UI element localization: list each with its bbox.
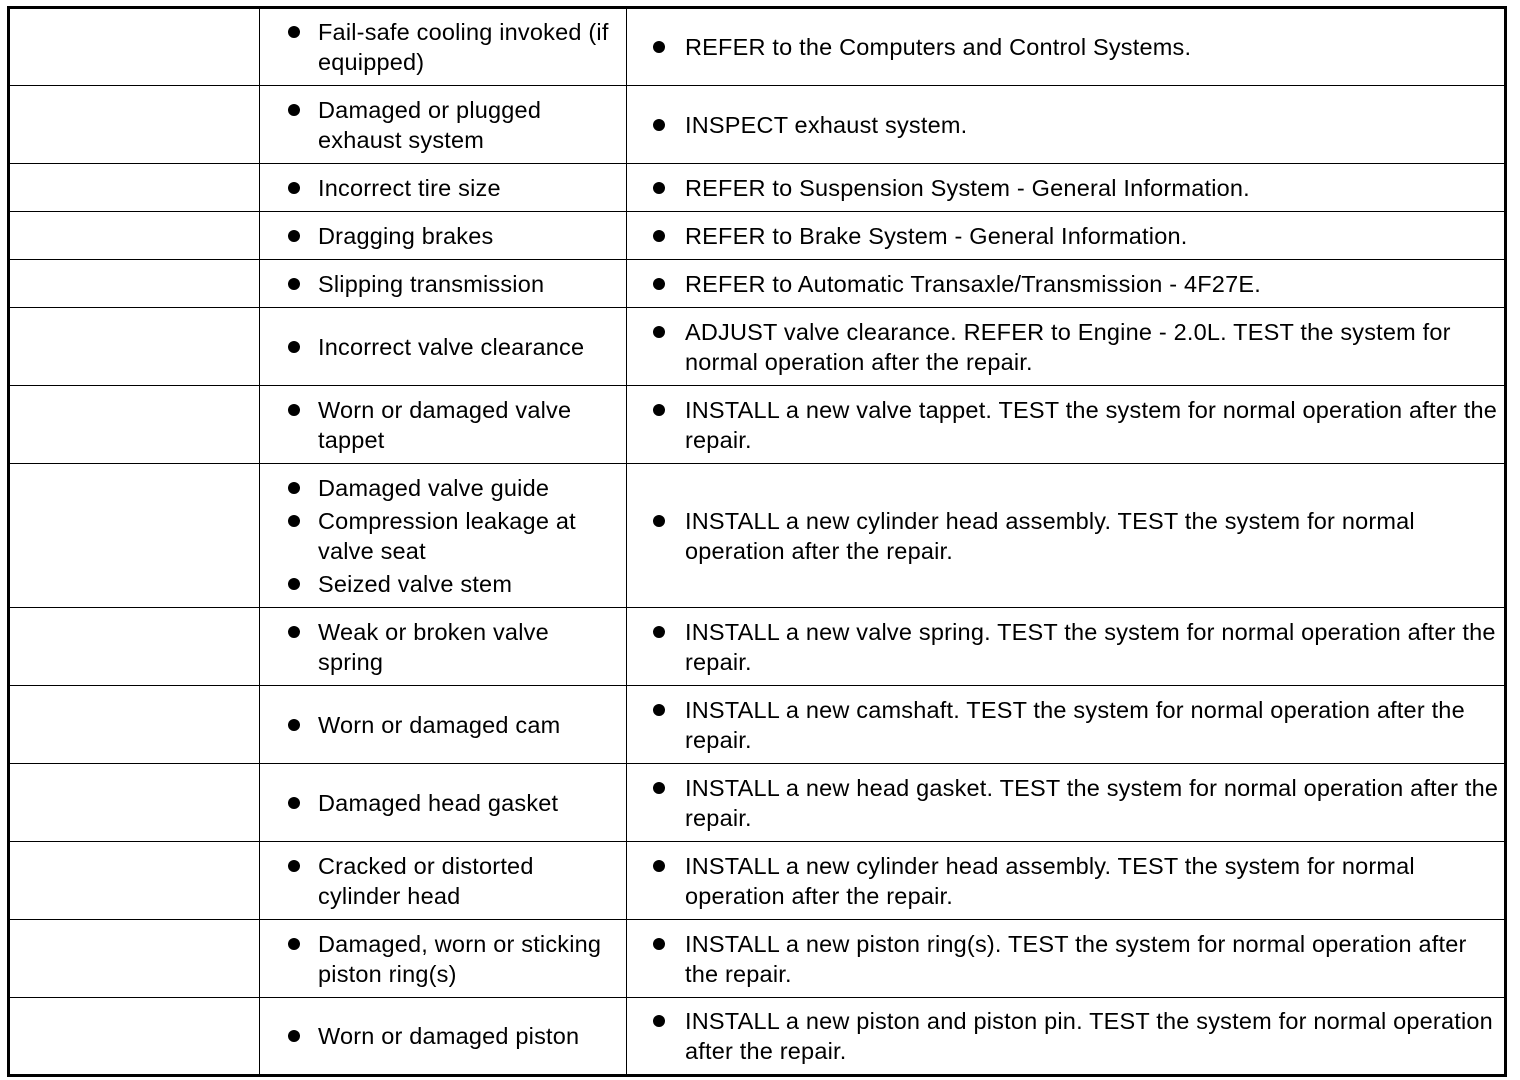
- cause-cell: [260, 260, 627, 308]
- cause-cell: [260, 998, 627, 1076]
- action-cell: [627, 998, 1506, 1076]
- action-text: INSTALL a new head gasket. TEST the system for normal operation after the repair.: [685, 774, 1499, 831]
- cause-item: [260, 221, 626, 251]
- condition-cell: [9, 260, 260, 308]
- cause-list: [260, 929, 626, 989]
- cause-cell: [260, 686, 627, 764]
- cause-item: [260, 1021, 626, 1051]
- cause-text: Slipping transmission: [318, 270, 545, 297]
- bullet-icon: [288, 938, 300, 950]
- cause-cell: [260, 386, 627, 464]
- condition-cell: [9, 8, 260, 86]
- condition-cell: [9, 920, 260, 998]
- table-row: [9, 164, 1506, 212]
- action-text: INSTALL a new cylinder head assembly. TEST the system for normal operation after the repair.: [685, 507, 1415, 564]
- bullet-icon: [653, 41, 665, 53]
- cause-text: Damaged head gasket: [318, 789, 559, 816]
- action-item: [627, 395, 1504, 455]
- condition-cell: [9, 464, 260, 608]
- action-cell: [627, 260, 1506, 308]
- action-list: [627, 929, 1504, 989]
- bullet-icon: [288, 860, 300, 872]
- action-list: [627, 32, 1504, 62]
- cause-list: [260, 710, 626, 740]
- cause-item: [260, 95, 626, 155]
- cause-list: [260, 95, 626, 155]
- action-item: [627, 773, 1504, 833]
- bullet-icon: [653, 404, 665, 416]
- action-cell: [627, 86, 1506, 164]
- bullet-icon: [653, 182, 665, 194]
- bullet-icon: [653, 860, 665, 872]
- cause-list: [260, 473, 626, 599]
- bullet-icon: [653, 626, 665, 638]
- diagnosis-table: [7, 6, 1507, 1077]
- action-cell: [627, 308, 1506, 386]
- action-cell: [627, 386, 1506, 464]
- cause-text: Weak or broken valve spring: [318, 618, 549, 675]
- action-text: INSTALL a new valve spring. TEST the system for normal operation after the repair.: [685, 618, 1496, 675]
- table-row: [9, 308, 1506, 386]
- cause-item: [260, 173, 626, 203]
- action-list: [627, 773, 1504, 833]
- condition-cell: [9, 212, 260, 260]
- action-text: INSTALL a new cylinder head assembly. TEST the system for normal operation after the repair.: [685, 852, 1415, 909]
- condition-cell: [9, 386, 260, 464]
- condition-cell: [9, 998, 260, 1076]
- table-row: [9, 86, 1506, 164]
- table-row: [9, 764, 1506, 842]
- cause-list: [260, 221, 626, 251]
- action-text: REFER to the Computers and Control Systems.: [685, 34, 1192, 60]
- cause-list: [260, 788, 626, 818]
- table-row: [9, 8, 1506, 86]
- condition-cell: [9, 686, 260, 764]
- diagnosis-table-body: [9, 8, 1506, 1076]
- table-row: [9, 842, 1506, 920]
- action-text: INSTALL a new camshaft. TEST the system for normal operation after the repair.: [685, 696, 1465, 753]
- action-list: [627, 1006, 1504, 1066]
- action-text: ADJUST valve clearance. REFER to Engine - 2.0L. TEST the system for normal operation after the repair.: [685, 318, 1451, 375]
- action-cell: [627, 164, 1506, 212]
- action-cell: [627, 8, 1506, 86]
- action-item: [627, 173, 1504, 203]
- condition-cell: [9, 764, 260, 842]
- cause-list: [260, 1021, 626, 1051]
- action-cell: [627, 764, 1506, 842]
- action-cell: [627, 686, 1506, 764]
- table-row: [9, 386, 1506, 464]
- action-list: [627, 221, 1504, 251]
- cause-text: Incorrect tire size: [318, 174, 501, 201]
- cause-item: [260, 17, 626, 77]
- action-list: [627, 110, 1504, 140]
- bullet-icon: [653, 704, 665, 716]
- action-text: REFER to Brake System - General Information.: [685, 222, 1188, 249]
- bullet-icon: [288, 1030, 300, 1042]
- bullet-icon: [288, 404, 300, 416]
- action-item: [627, 617, 1504, 677]
- cause-list: [260, 851, 626, 911]
- condition-cell: [9, 842, 260, 920]
- action-item: [627, 929, 1504, 989]
- bullet-icon: [288, 482, 300, 494]
- cause-list: [260, 269, 626, 299]
- action-list: [627, 506, 1504, 566]
- bullet-icon: [288, 278, 300, 290]
- cause-item: [260, 269, 626, 299]
- cause-item: [260, 788, 626, 818]
- action-list: [627, 617, 1504, 677]
- cause-text: Damaged valve guide: [318, 474, 550, 501]
- cause-item: [260, 929, 626, 989]
- table-row: [9, 608, 1506, 686]
- action-text: REFER to Suspension System - General Information.: [685, 174, 1250, 201]
- action-cell: [627, 212, 1506, 260]
- table-row: [9, 686, 1506, 764]
- action-list: [627, 173, 1504, 203]
- action-list: [627, 851, 1504, 911]
- action-item: [627, 110, 1504, 140]
- cause-text: Seized valve stem: [318, 570, 513, 597]
- action-item: [627, 317, 1504, 377]
- cause-item: [260, 473, 626, 503]
- cause-cell: [260, 86, 627, 164]
- cause-cell: [260, 920, 627, 998]
- action-text: INSTALL a new piston ring(s). TEST the system for normal operation after the repair.: [685, 930, 1467, 987]
- condition-cell: [9, 86, 260, 164]
- cause-cell: [260, 164, 627, 212]
- cause-item: [260, 851, 626, 911]
- bullet-icon: [653, 782, 665, 794]
- cause-item: [260, 332, 626, 362]
- bullet-icon: [653, 1015, 665, 1027]
- action-item: [627, 851, 1504, 911]
- action-item: [627, 32, 1504, 62]
- action-text: INSTALL a new piston and piston pin. TEST the system for normal operation after the repair.: [685, 1008, 1493, 1064]
- action-text: INSPECT exhaust system.: [685, 111, 968, 138]
- bullet-icon: [653, 326, 665, 338]
- cause-cell: [260, 464, 627, 608]
- bullet-icon: [288, 104, 300, 116]
- condition-cell: [9, 608, 260, 686]
- cause-item: [260, 617, 626, 677]
- action-cell: [627, 608, 1506, 686]
- action-cell: [627, 920, 1506, 998]
- cause-item: [260, 506, 626, 566]
- cause-text: Worn or damaged cam: [318, 711, 561, 738]
- cause-text: Dragging brakes: [318, 222, 494, 249]
- cause-list: [260, 332, 626, 362]
- cause-cell: [260, 608, 627, 686]
- bullet-icon: [288, 182, 300, 194]
- action-item: [627, 695, 1504, 755]
- table-row: [9, 464, 1506, 608]
- cause-cell: [260, 308, 627, 386]
- bullet-icon: [288, 341, 300, 353]
- cause-list: [260, 17, 626, 77]
- cause-item: [260, 710, 626, 740]
- action-list: [627, 395, 1504, 455]
- cause-item: [260, 569, 626, 599]
- cause-text: Cracked or distorted cylinder head: [318, 852, 534, 909]
- bullet-icon: [653, 278, 665, 290]
- cause-text: Damaged, worn or sticking piston ring(s): [318, 930, 602, 987]
- action-text: INSTALL a new valve tappet. TEST the system for normal operation after the repair.: [685, 396, 1498, 453]
- action-text: REFER to Automatic Transaxle/Transmission - 4F27E.: [685, 270, 1261, 297]
- cause-text: Worn or damaged piston: [318, 1023, 580, 1049]
- cause-item: [260, 395, 626, 455]
- cause-cell: [260, 764, 627, 842]
- bullet-icon: [288, 797, 300, 809]
- cause-list: [260, 395, 626, 455]
- table-row: [9, 212, 1506, 260]
- bullet-icon: [653, 515, 665, 527]
- bullet-icon: [288, 26, 300, 38]
- action-cell: [627, 464, 1506, 608]
- bullet-icon: [653, 119, 665, 131]
- bullet-icon: [653, 938, 665, 950]
- condition-cell: [9, 308, 260, 386]
- cause-text: Incorrect valve clearance: [318, 333, 585, 360]
- cause-list: [260, 173, 626, 203]
- cause-cell: [260, 842, 627, 920]
- bullet-icon: [288, 515, 300, 527]
- action-list: [627, 695, 1504, 755]
- table-row: [9, 920, 1506, 998]
- action-list: [627, 317, 1504, 377]
- bullet-icon: [288, 626, 300, 638]
- cause-cell: [260, 8, 627, 86]
- cause-text: Worn or damaged valve tappet: [318, 396, 572, 453]
- action-cell: [627, 842, 1506, 920]
- table-row: [9, 998, 1506, 1076]
- cause-list: [260, 617, 626, 677]
- bullet-icon: [653, 230, 665, 242]
- bullet-icon: [288, 230, 300, 242]
- table-row: [9, 260, 1506, 308]
- cause-text: Compression leakage at valve seat: [318, 507, 576, 564]
- action-list: [627, 269, 1504, 299]
- bullet-icon: [288, 578, 300, 590]
- bullet-icon: [288, 719, 300, 731]
- condition-cell: [9, 164, 260, 212]
- cause-text: Fail-safe cooling invoked (if equipped): [318, 19, 609, 75]
- action-item: [627, 1006, 1504, 1066]
- cause-cell: [260, 212, 627, 260]
- action-item: [627, 506, 1504, 566]
- action-item: [627, 221, 1504, 251]
- cause-text: Damaged or plugged exhaust system: [318, 96, 542, 153]
- action-item: [627, 269, 1504, 299]
